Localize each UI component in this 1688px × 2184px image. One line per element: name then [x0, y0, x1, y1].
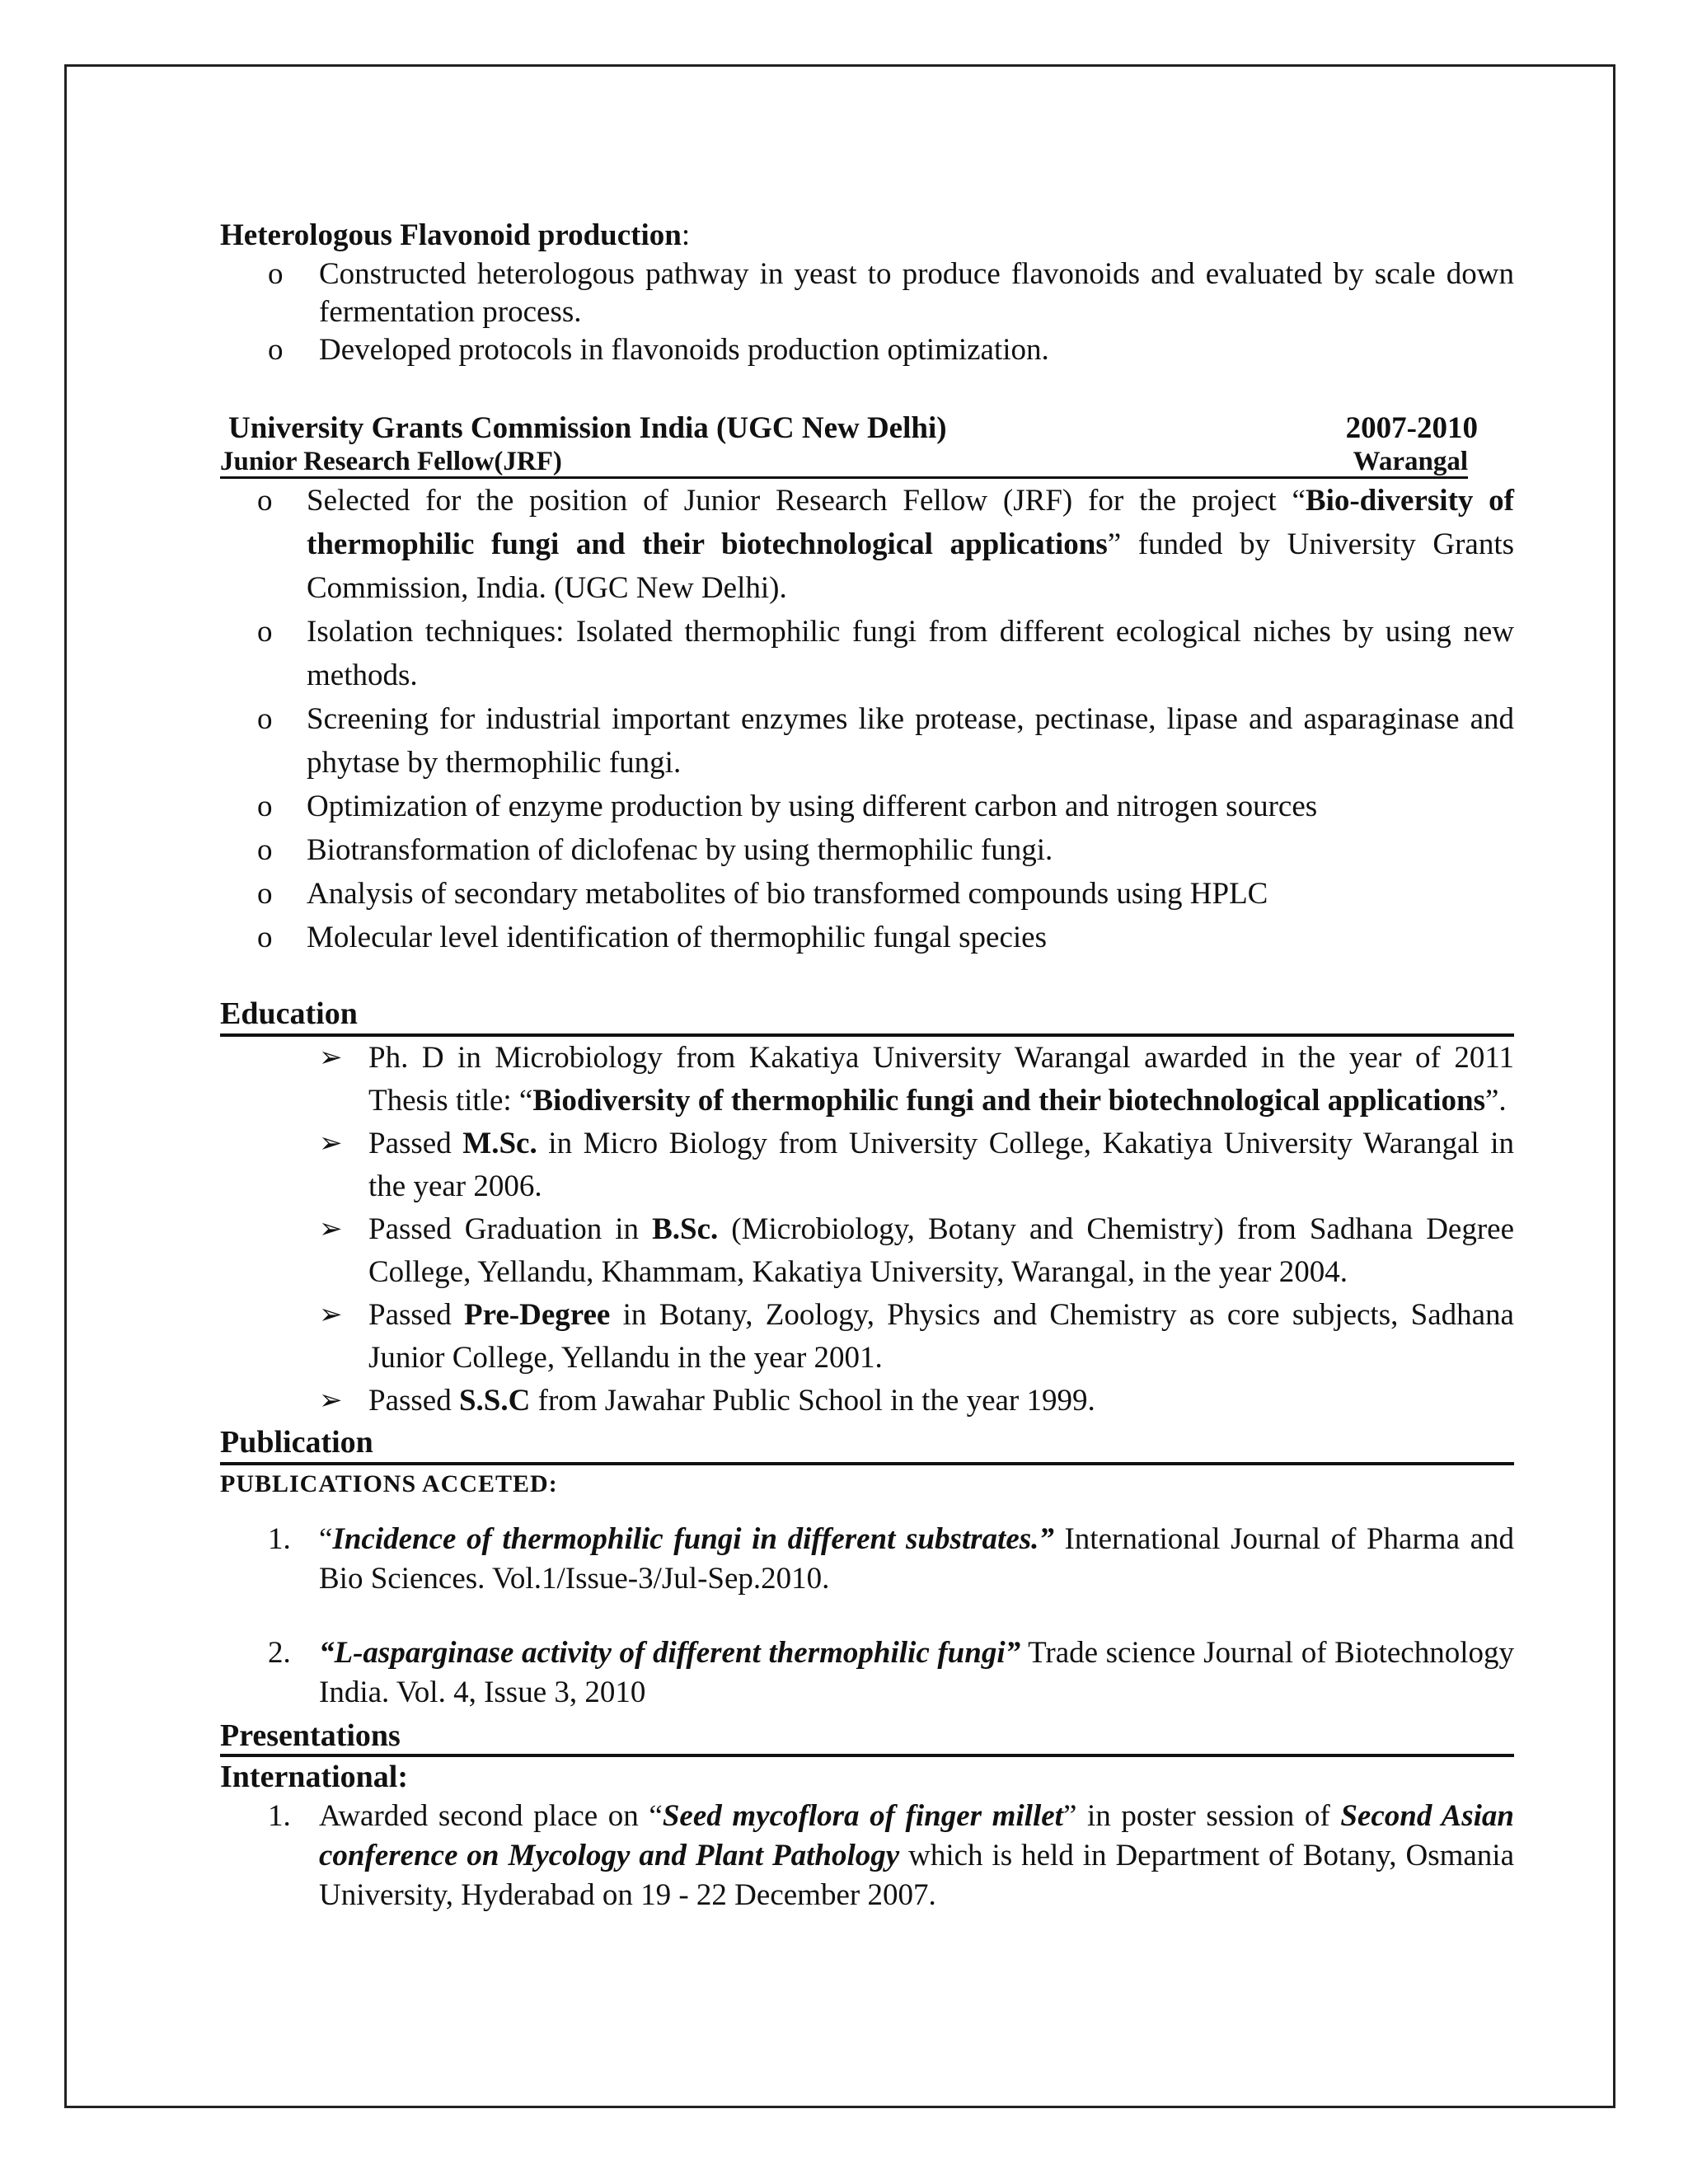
publication-list	[220, 1520, 1514, 1713]
flavonoid-list	[220, 255, 1514, 369]
ugc-role: Junior Research Fellow(JRF)	[220, 447, 562, 476]
list-item: ➢ Passed S.S.C from Jawahar Public School in the year 1999.	[319, 1384, 1095, 1418]
list-item: 1. “Incidence of thermophilic fungi in different substrates.” International Journal of Pharma and Bio Sciences. Vol.1/Issue-3/Jul-Sep.2010.	[268, 1522, 1514, 1596]
list-item: o Constructed heterologous pathway in yeast to produce flavonoids and evaluated by scale down fermentation process.	[268, 257, 1514, 329]
list-item: o Selected for the position of Junior Research Fellow (JRF) for the project “Bio-diversity of thermophilic fungi and their biotechnological applications” funded by University Grants Commission, India. (UGC New Delhi).	[257, 484, 1515, 605]
list-item: ➢ Passed M.Sc. in Micro Biology from University College, Kakatiya University Warangal in the year 2006.	[319, 1127, 1514, 1203]
list-item: o Analysis of secondary metabolites of bio transformed compounds using HPLC	[257, 877, 1268, 911]
list-item: ➢ Passed Pre-Degree in Botany, Zoology, Physics and Chemistry as core subjects, Sadhana Junior College, Yellandu in the year 2001.	[319, 1298, 1514, 1375]
list-item: ➢ Ph. D in Microbiology from Kakatiya University Warangal awarded in the year of 2011 Thesis title: “Biodiversity of thermophilic fungi and their biotechnological applications”.	[319, 1041, 1514, 1118]
list-item: o Molecular level identification of thermophilic fungal species	[257, 921, 1047, 954]
ugc-years: 2007-2010	[1345, 411, 1478, 445]
ugc-role-row	[220, 447, 1468, 479]
ugc-location: Warangal	[1353, 447, 1468, 476]
publication-heading: Publication	[220, 1422, 1514, 1465]
list-item: o Screening for industrial important enzymes like protease, pectinase, lipase and asparaginase and phytase by thermophilic fungi.	[257, 702, 1514, 780]
flavonoid-heading: Heterologous Flavonoid production:	[220, 218, 691, 252]
publication-subheading: PUBLICATIONS ACCETED:	[220, 1470, 558, 1497]
list-item: o Optimization of enzyme production by using different carbon and nitrogen sources	[257, 790, 1318, 823]
ugc-list	[220, 479, 1514, 959]
presentations-subheading: International:	[220, 1760, 408, 1794]
list-item: 1. Awarded second place on “Seed mycoflora of finger millet” in poster session of Second Asian conference on Mycology and Plant Pathology which is held in Department of Botany, Osmania University, Hyderabad on 19 - 22 December 2007.	[268, 1799, 1514, 1912]
list-item: 2. “L-asparginase activity of different thermophilic fungi” Trade science Journal of Biotechnology India. Vol. 4, Issue 3, 2010	[268, 1636, 1514, 1709]
list-item: o Biotransformation of diclofenac by using thermophilic fungi.	[257, 833, 1053, 867]
list-item: ➢ Passed Graduation in B.Sc. (Microbiology, Botany and Chemistry) from Sadhana Degree College, Yellandu, Khammam, Kakatiya University, Warangal, in the year 2004.	[319, 1212, 1515, 1289]
presentations-list	[220, 1797, 1514, 1915]
presentations-heading: Presentations	[220, 1718, 401, 1753]
ugc-org-row	[220, 410, 1514, 447]
list-item: o Isolation techniques: Isolated thermophilic fungi from different ecological niches by using new methods.	[257, 615, 1514, 692]
list-item: o Developed protocols in flavonoids production optimization.	[268, 333, 1049, 367]
education-list	[220, 1037, 1514, 1422]
resume-page	[220, 216, 1514, 1915]
ugc-org: University Grants Commission India (UGC New Delhi)	[228, 411, 947, 445]
education-heading: Education	[220, 994, 1514, 1037]
